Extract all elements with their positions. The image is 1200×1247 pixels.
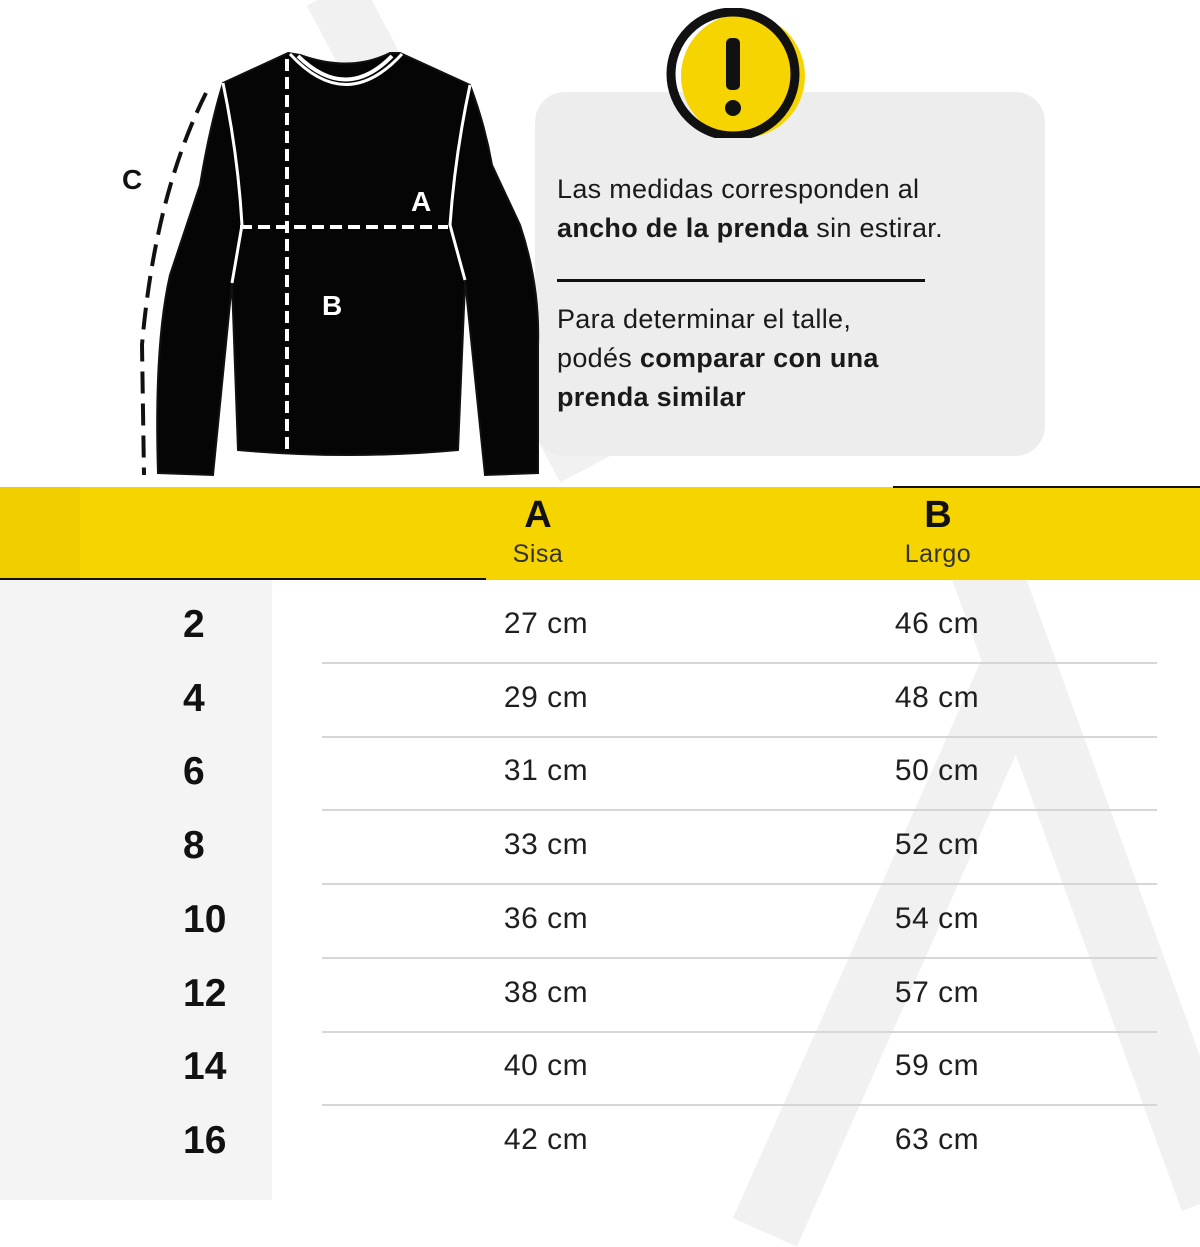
cell-b: 57 cm: [894, 976, 980, 1009]
cell-a: 27 cm: [503, 607, 589, 640]
garment-label-a: A: [411, 186, 432, 217]
row-separator: [322, 1104, 1157, 1106]
size-label: 10: [183, 898, 227, 941]
cell-a: 40 cm: [503, 1049, 589, 1082]
cell-a: 36 cm: [503, 902, 589, 935]
cell-b: 54 cm: [894, 902, 980, 935]
warning-icon: [665, 8, 815, 138]
cell-b: 48 cm: [894, 681, 980, 714]
cell-a: 38 cm: [503, 976, 589, 1009]
col-b-letter: B: [924, 494, 952, 536]
row-separator: [322, 1031, 1157, 1033]
size-label: 14: [183, 1045, 227, 1088]
info-line-3: Para determinar el talle,: [557, 304, 852, 334]
size-label: 4: [183, 677, 205, 720]
info-divider: [557, 279, 925, 282]
row-separator: [322, 736, 1157, 738]
info-line-2: [557, 209, 1027, 248]
sweater-illustration: [120, 45, 550, 485]
info-line-1: Las medidas corresponden al: [557, 174, 920, 204]
garment-label-b: B: [322, 290, 343, 321]
col-a-letter: A: [524, 494, 552, 536]
row-separator: [322, 957, 1157, 959]
size-column-background: [0, 580, 272, 1200]
size-label: 2: [183, 603, 205, 646]
info-line-4-pre: podés: [557, 343, 640, 373]
garment-label-c: C: [122, 164, 143, 195]
col-a-name: Sisa: [512, 540, 564, 568]
size-label: 12: [183, 972, 227, 1015]
row-separator: [322, 662, 1157, 664]
row-separator: [322, 883, 1157, 885]
size-label: 16: [183, 1119, 227, 1162]
info-line-2-rest: sin estirar.: [808, 213, 943, 243]
size-label: 8: [183, 824, 205, 867]
watermark-band: [0, 487, 80, 580]
cell-b: 50 cm: [894, 754, 980, 787]
header-rule-right: [893, 486, 1200, 488]
cell-a: 33 cm: [503, 828, 589, 861]
size-label: 6: [183, 750, 205, 793]
row-separator: [322, 809, 1157, 811]
cell-b: 46 cm: [894, 607, 980, 640]
cell-b: 59 cm: [894, 1049, 980, 1082]
info-line-4: [557, 339, 1027, 378]
cell-a: 42 cm: [503, 1123, 589, 1156]
cell-a: 31 cm: [503, 754, 589, 787]
info-line-5: prenda similar: [557, 382, 746, 412]
cell-a: 29 cm: [503, 681, 589, 714]
info-line-2-bold: ancho de la prenda: [557, 213, 809, 243]
cell-b: 52 cm: [894, 828, 980, 861]
info-line-4-bold: comparar con una: [639, 343, 879, 373]
col-b-name: Largo: [904, 540, 972, 568]
cell-b: 63 cm: [894, 1123, 980, 1156]
